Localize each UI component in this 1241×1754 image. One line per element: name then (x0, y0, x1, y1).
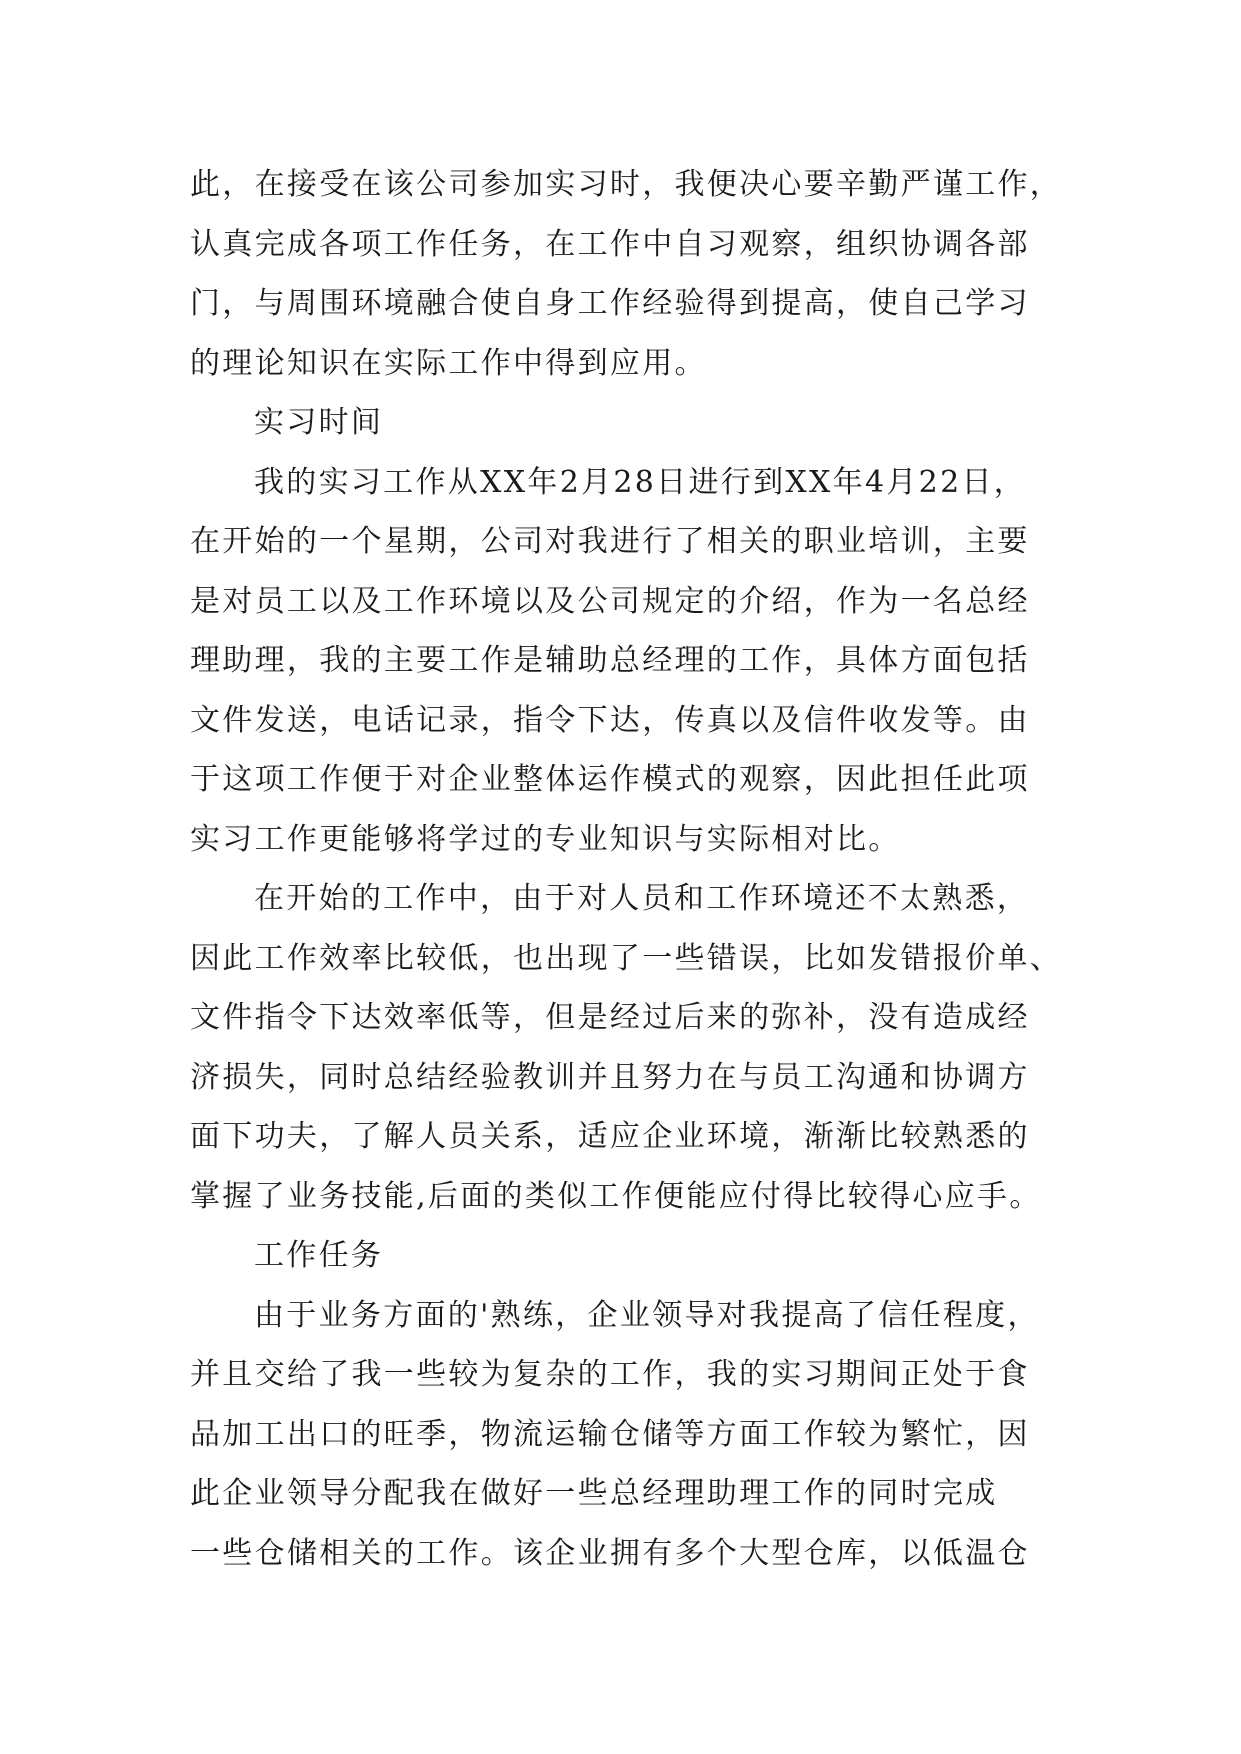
text-line: 济损失，同时总结经验教训并且努力在与员工沟通和协调方 (190, 1059, 1030, 1095)
text-line: 门，与周围环境融合使自身工作经验得到提高，使自己学习 (190, 286, 1030, 321)
text-line: 因此工作效率比较低，也出现了一些错误，比如发错报价单、 (190, 940, 1063, 976)
text-line: 文件发送，电话记录，指令下达，传真以及信件收发等。由 (190, 702, 1030, 738)
text-line: 在开始的一个星期，公司对我进行了相关的职业培训，主要 (190, 524, 1030, 559)
text-line: 此，在接受在该公司参加实习时，我便决心要辛勤严谨工作， (190, 167, 1063, 202)
text-line: 在开始的工作中，由于对人员和工作环境还不太熟悉， (254, 881, 1030, 916)
document-body (190, 155, 1063, 1583)
text-line: 面下功夫，了解人员关系，适应企业环境，渐渐比较熟悉的 (190, 1119, 1030, 1154)
text-line: 理助理，我的主要工作是辅助总经理的工作，具体方面包括 (190, 643, 1030, 678)
text-line: 于这项工作便于对企业整体运作模式的观察，因此担任此项 (190, 762, 1030, 797)
text-line: 我的实习工作从XX年2月28日进行到XX年4月22日， (254, 464, 1027, 500)
text-line: 此企业领导分配我在做好一些总经理助理工作的同时完成 (190, 1476, 998, 1511)
text-line: 品加工出口的旺季，物流运输仓储等方面工作较为繁忙，因 (190, 1416, 1030, 1452)
text-line: 实习时间 (254, 405, 384, 440)
text-line: 由于业务方面的'熟练，企业领导对我提高了信任程度， (254, 1297, 1040, 1333)
text-line: 认真完成各项工作任务，在工作中自习观察，组织协调各部 (190, 226, 1030, 262)
text-line: 工作任务 (254, 1238, 384, 1273)
text-line: 并且交给了我一些较为复杂的工作，我的实习期间正处于食 (190, 1357, 1030, 1392)
text-line: 掌握了业务技能,后面的类似工作便能应付得比较得心应手。 (190, 1178, 1042, 1214)
text-line: 一些仓储相关的工作。该企业拥有多个大型仓库，以低温仓 (190, 1535, 1030, 1571)
text-line: 文件指令下达效率低等，但是经过后来的弥补，没有造成经 (190, 1000, 1030, 1035)
text-line: 实习工作更能够将学过的专业知识与实际相对比。 (190, 821, 901, 857)
text-line: 的理论知识在实际工作中得到应用。 (190, 345, 707, 381)
text-line: 是对员工以及工作环境以及公司规定的介绍，作为一名总经 (190, 583, 1030, 619)
